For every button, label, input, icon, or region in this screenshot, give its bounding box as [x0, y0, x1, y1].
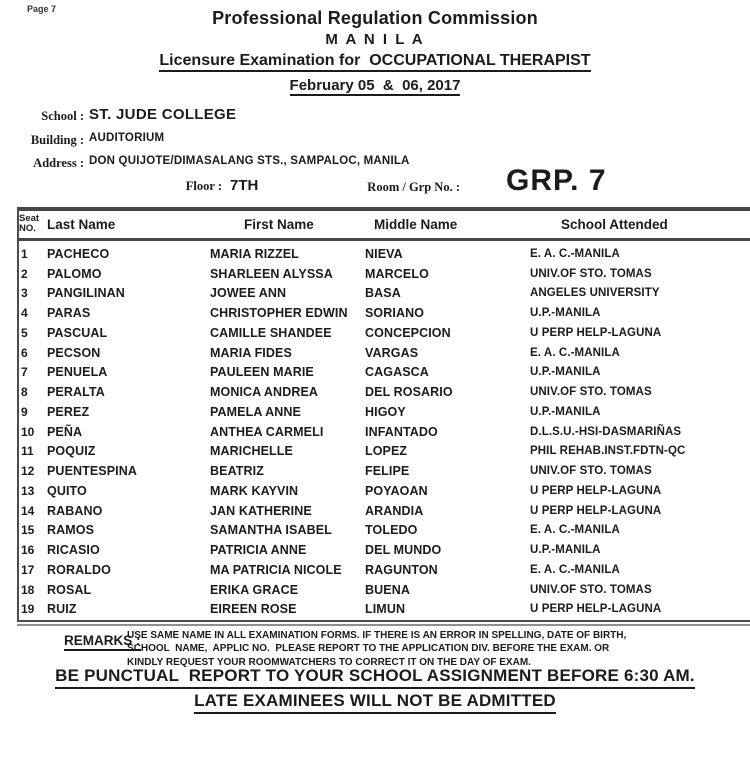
seat-number-cell: 6 [21, 345, 28, 360]
last-name-cell: PALOMO [47, 266, 102, 281]
remarks-line: USE SAME NAME IN ALL EXAMINATION FORMS. IF THERE IS AN ERROR IN SPELLING, DATE OF BIRTH, [127, 630, 627, 641]
first-name-cell: SHARLEEN ALYSSA [210, 266, 333, 281]
school-attended-cell: E. A. C.-MANILA [530, 346, 620, 359]
table-row [19, 600, 750, 620]
table-top-rule [17, 207, 750, 211]
first-name-cell: SAMANTHA ISABEL [210, 523, 332, 538]
commission-title: Professional Regulation Commission [212, 8, 538, 28]
last-name-cell: RORALDO [47, 562, 111, 577]
school-attended-cell: UNIV.OF STO. TOMAS [530, 465, 652, 478]
building-label: Building : [30, 133, 84, 147]
last-name-cell: RAMOS [47, 523, 95, 538]
middle-name-cell: CAGASCA [365, 365, 429, 380]
first-name-header: First Name [244, 217, 314, 232]
middle-name-cell: TOLEDO [365, 523, 418, 538]
last-name-cell: PERALTA [47, 385, 105, 400]
last-name-cell: PUENTESPINA [47, 464, 138, 479]
last-name-cell: RUIZ [47, 602, 77, 617]
seat-number-cell: 11 [21, 444, 34, 459]
school-value: ST. JUDE COLLEGE [89, 106, 237, 123]
school-attended-cell: U PERP HELP-LAGUNA [530, 326, 662, 339]
last-name-header: Last Name [47, 217, 116, 232]
table-row [19, 481, 750, 501]
first-name-cell: CHRISTOPHER EDWIN [210, 306, 348, 321]
seat-number-cell: 13 [21, 483, 35, 498]
first-name-cell: EIREEN ROSE [210, 602, 297, 617]
last-name-cell: PEREZ [47, 404, 90, 419]
remarks-text [127, 629, 626, 669]
school-attended-cell: U PERP HELP-LAGUNA [530, 603, 662, 616]
table-row [19, 382, 750, 402]
table-header-rule [17, 238, 750, 241]
school-attended-cell: D.L.S.U.-HSI-DASMARIÑAS [530, 425, 682, 438]
exam-title: Licensure Examination for OCCUPATIONAL THERAPIST [159, 53, 590, 72]
table-row [19, 402, 750, 422]
table-row [19, 501, 750, 521]
middle-name-cell: ARANDIA [365, 503, 424, 518]
seat-number-cell: 18 [21, 582, 35, 597]
seat-number-cell: 17 [21, 562, 35, 577]
school-attended-cell: U PERP HELP-LAGUNA [530, 504, 662, 517]
first-name-cell: PAULEEN MARIE [210, 365, 314, 380]
middle-name-header: Middle Name [374, 217, 458, 232]
school-attended-cell: E. A. C.-MANILA [530, 247, 620, 260]
room-group-value: GRP. 7 [506, 164, 607, 197]
first-name-cell: PAMELA ANNE [210, 404, 301, 419]
seat-number-cell: 16 [21, 543, 35, 558]
school-attended-cell: PHIL REHAB.INST.FDTN-QC [530, 445, 686, 458]
seat-number-cell: 14 [21, 503, 35, 518]
remarks-line: SCHOOL NAME, APPLIC NO. PLEASE REPORT TO THE APPLICATION DIV. BEFORE THE EXAM. OR [127, 643, 610, 655]
middle-name-cell: CONCEPCION [365, 325, 451, 340]
table-row [19, 422, 750, 442]
first-name-cell: ERIKA GRACE [210, 582, 299, 597]
seat-number-cell: 9 [21, 404, 28, 419]
middle-name-cell: VARGAS [365, 345, 419, 360]
floor-label: Floor : [185, 179, 222, 193]
school-attended-cell: E. A. C.-MANILA [530, 524, 620, 537]
table-body [0, 244, 750, 619]
first-name-cell: JAN KATHERINE [210, 503, 312, 518]
floor-value: 7TH [230, 177, 259, 194]
last-name-cell: QUITO [47, 483, 87, 498]
last-name-cell: RICASIO [47, 543, 100, 558]
school-attended-cell: U PERP HELP-LAGUNA [530, 484, 662, 497]
last-name-cell: RABANO [47, 503, 103, 518]
table-row [19, 303, 750, 323]
school-attended-cell: E. A. C.-MANILA [530, 563, 620, 576]
seat-number-cell: 2 [21, 266, 28, 281]
page-number: Page 7 [27, 4, 57, 14]
exam-date: February 05 & 06, 2017 [289, 77, 461, 94]
address-value: DON QUIJOTE/DIMASALANG STS., SAMPALOC, MANILA [89, 155, 410, 167]
first-name-cell: PATRICIA ANNE [210, 543, 307, 558]
late-warning: LATE EXAMINEES WILL NOT BE ADMITTED [0, 691, 750, 714]
address-label: Address : [33, 156, 84, 170]
first-name-cell: MARICHELLE [210, 444, 293, 459]
seat-number-cell: 12 [21, 464, 35, 479]
last-name-cell: PENUELA [47, 365, 108, 380]
school-attended-cell: U.P.-MANILA [530, 307, 601, 320]
table-row [19, 560, 750, 580]
table-bottom-rule [17, 620, 750, 626]
middle-name-cell: POYAOAN [365, 483, 428, 498]
last-name-cell: ROSAL [47, 582, 92, 597]
seat-number-cell: 7 [21, 365, 28, 380]
remarks-line: KINDLY REQUEST YOUR ROOMWATCHERS TO CORRECT IT ON THE DAY OF EXAM. [127, 656, 531, 668]
middle-name-cell: DEL ROSARIO [365, 385, 453, 400]
school-attended-cell: UNIV.OF STO. TOMAS [530, 386, 652, 399]
seat-number-cell: 10 [21, 424, 35, 439]
middle-name-cell: LOPEZ [365, 444, 408, 459]
last-name-cell: PACHECO [47, 246, 110, 261]
first-name-cell: MARIA RIZZEL [210, 246, 299, 261]
first-name-cell: ANTHEA CARMELI [210, 424, 324, 439]
school-label: School : [41, 109, 84, 123]
first-name-cell: MONICA ANDREA [210, 385, 319, 400]
last-name-cell: POQUIZ [47, 444, 96, 459]
school-attended-cell: U.P.-MANILA [530, 366, 601, 379]
table-row [19, 264, 750, 284]
middle-name-cell: BUENA [365, 582, 410, 597]
middle-name-cell: LIMUN [365, 602, 406, 617]
first-name-cell: JOWEE ANN [210, 286, 287, 301]
table-row [19, 323, 750, 343]
seat-number-cell: 4 [21, 306, 28, 321]
school-attended-cell: UNIV.OF STO. TOMAS [530, 267, 652, 280]
table-row [19, 343, 750, 363]
last-name-cell: PASCUAL [47, 325, 108, 340]
school-attended-cell: U.P.-MANILA [530, 544, 601, 557]
seat-number-cell: 5 [21, 325, 28, 340]
middle-name-cell: BASA [365, 286, 401, 301]
middle-name-cell: INFANTADO [365, 424, 438, 439]
table-row [19, 244, 750, 264]
seat-number-cell: 3 [21, 286, 28, 301]
table-header-row [19, 212, 750, 234]
remarks-label: REMARKS : [64, 633, 141, 651]
middle-name-cell: DEL MUNDO [365, 543, 442, 558]
seat-no-header: Seat NO. [19, 213, 40, 234]
middle-name-cell: FELIPE [365, 464, 410, 479]
middle-name-cell: MARCELO [365, 266, 429, 281]
first-name-cell: MARIA FIDES [210, 345, 292, 360]
table-row [19, 580, 750, 600]
last-name-cell: PEÑA [47, 424, 83, 439]
last-name-cell: PECSON [47, 345, 101, 360]
building-value: AUDITORIUM [89, 132, 165, 144]
seat-number-cell: 15 [21, 523, 35, 538]
last-name-cell: PARAS [47, 306, 91, 321]
first-name-cell: MA PATRICIA NICOLE [210, 562, 342, 577]
table-row [19, 540, 750, 560]
table-row [19, 521, 750, 541]
last-name-cell: PANGILINAN [47, 286, 125, 301]
seat-number-cell: 19 [21, 602, 35, 617]
middle-name-cell: HIGOY [365, 404, 406, 419]
middle-name-cell: SORIANO [365, 306, 425, 321]
document-header [0, 9, 750, 96]
school-attended-cell: ANGELES UNIVERSITY [530, 287, 660, 300]
school-attended-cell: U.P.-MANILA [530, 405, 601, 418]
table-row [19, 442, 750, 462]
seat-number-cell: 8 [21, 385, 28, 400]
school-attended-header: School Attended [561, 217, 668, 232]
first-name-cell: MARK KAYVIN [210, 483, 299, 498]
middle-name-cell: NIEVA [365, 246, 403, 261]
middle-name-cell: RAGUNTON [365, 562, 438, 577]
punctual-warning: BE PUNCTUAL REPORT TO YOUR SCHOOL ASSIGNMENT BEFORE 6:30 AM. [0, 666, 750, 689]
seat-number-cell: 1 [21, 246, 28, 261]
table-row [19, 363, 750, 383]
room-group-label: Room / Grp No. : [367, 180, 460, 194]
school-attended-cell: UNIV.OF STO. TOMAS [530, 583, 652, 596]
first-name-cell: BEATRIZ [210, 464, 264, 479]
table-row [19, 284, 750, 304]
first-name-cell: CAMILLE SHANDEE [210, 325, 332, 340]
region-subtitle: M A N I L A [325, 31, 425, 48]
table-row [19, 461, 750, 481]
seat-assignment-table [0, 207, 750, 627]
